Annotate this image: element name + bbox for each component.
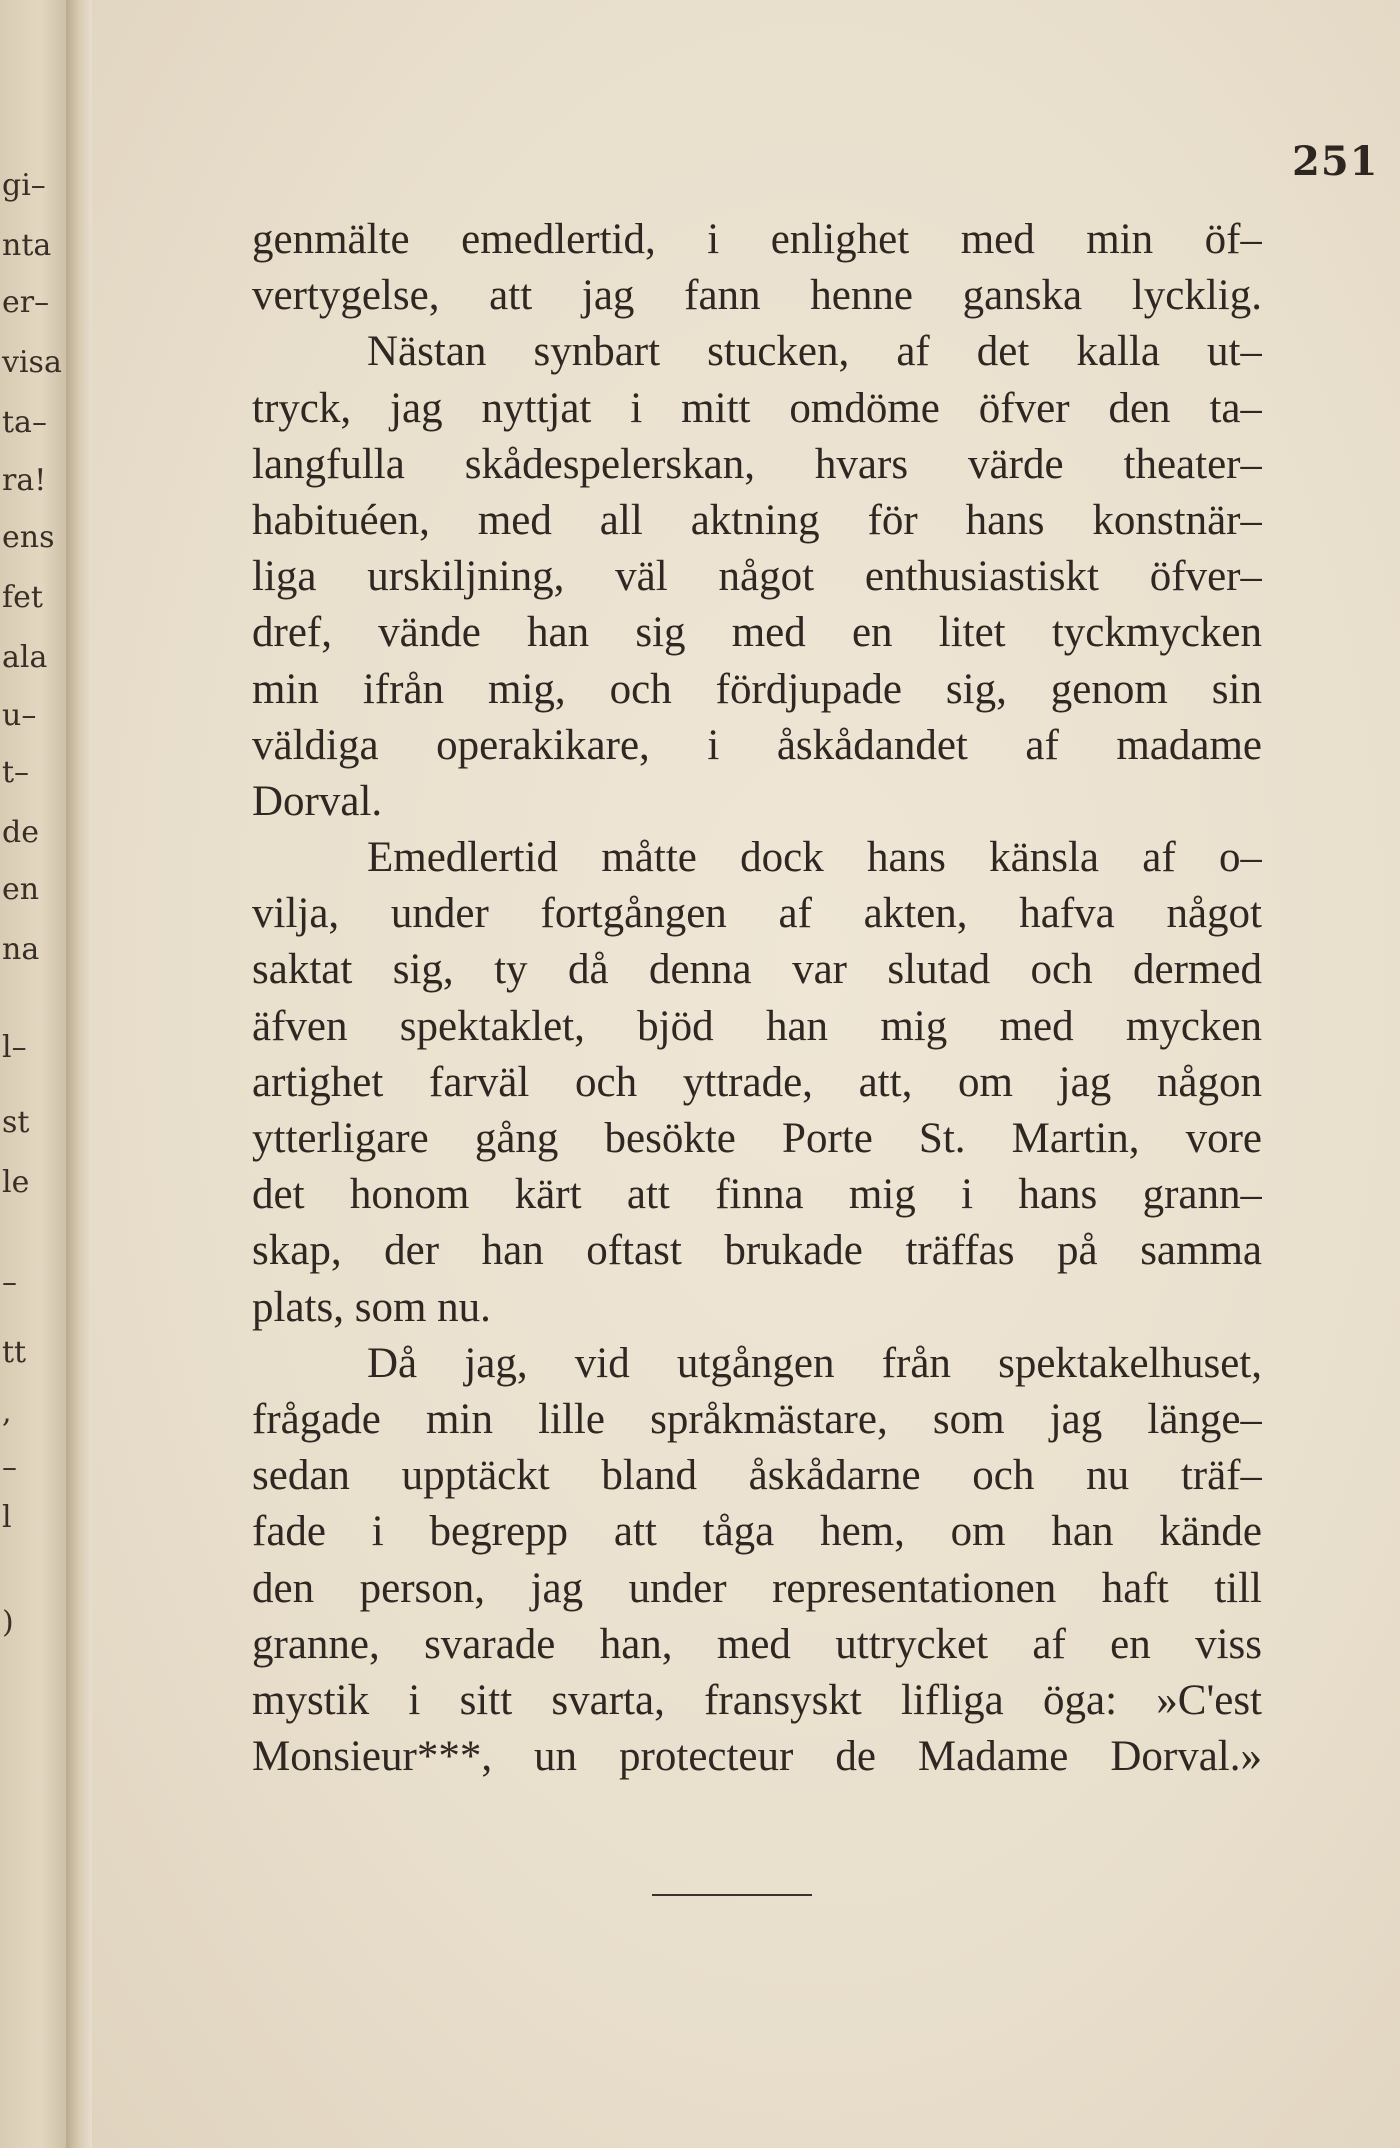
text-line: äfven spektaklet, bjöd han mig med mycken: [252, 1002, 1262, 1050]
text-line: langfulla skådespelerskan, hvars värde theater–: [252, 440, 1262, 488]
left-fragment: –: [2, 1450, 17, 1485]
text-line: skap, der han oftast brukade träffas på samma: [252, 1227, 1262, 1275]
left-fragment: ,: [2, 1395, 12, 1430]
text-line: plats, som nu.: [252, 1283, 491, 1331]
text-line: tryck, jag nyttjat i mitt omdöme öfver den ta–: [252, 384, 1262, 432]
text-line: saktat sig, ty då denna var slutad och dermed: [252, 946, 1262, 994]
left-fragment: en: [2, 872, 40, 907]
previous-page-edge: [0, 0, 68, 2148]
text-line: sedan upptäckt bland åskådarne och nu träf–: [252, 1452, 1262, 1500]
text-line: Då jag, vid utgången från spektakelhuset,: [367, 1339, 1262, 1387]
text-line: Emedlertid måtte dock hans känsla af o–: [367, 834, 1262, 882]
text-line: Monsieur***, un protecteur de Madame Dorval.»: [252, 1733, 1262, 1781]
left-fragment: t–: [2, 755, 30, 790]
left-fragment: ens: [2, 520, 55, 555]
left-fragment: le: [2, 1165, 30, 1200]
text-line: vertygelse, att jag fann henne ganska lycklig.: [252, 272, 1262, 320]
text-line: dref, vände han sig med en litet tyckmycken: [252, 609, 1262, 657]
book-page: [92, 0, 1400, 2148]
text-line: den person, jag under representationen haft till: [252, 1564, 1262, 1612]
text-line: frågade min lille språkmästare, som jag länge–: [252, 1395, 1262, 1443]
text-line: min ifrån mig, och fördjupade sig, genom sin: [252, 665, 1262, 713]
left-fragment: de: [2, 815, 39, 850]
left-fragment: ra!: [2, 463, 47, 498]
left-fragment: ala: [2, 640, 48, 675]
left-fragment: nta: [2, 228, 52, 263]
left-fragment: fet: [2, 580, 43, 615]
left-fragment: l–: [2, 1030, 27, 1065]
page-number: 251: [1292, 138, 1379, 185]
text-line: liga urskiljning, väl något enthusiastiskt öfver–: [252, 553, 1262, 601]
text-line: granne, svarade han, med uttrycket af en viss: [252, 1620, 1262, 1668]
left-fragment: visa: [2, 345, 62, 380]
left-fragment: tt: [2, 1335, 27, 1370]
left-fragment: l: [2, 1500, 12, 1535]
text-line: väldiga operakikare, i åskådandet af madame: [252, 721, 1262, 769]
section-divider: [652, 1894, 812, 1896]
book-gutter: [66, 0, 92, 2148]
text-line: mystik i sitt svarta, fransyskt lifliga öga: »C'est: [252, 1676, 1262, 1724]
left-fragment: st: [2, 1105, 30, 1140]
text-line: det honom kärt att finna mig i hans grann–: [252, 1171, 1262, 1219]
text-line: artighet farväl och yttrade, att, om jag någon: [252, 1058, 1262, 1106]
left-fragment: u–: [2, 698, 37, 733]
left-fragment: ): [2, 1605, 14, 1640]
body-text: [252, 212, 1262, 1785]
text-line: Nästan synbart stucken, af det kalla ut–: [367, 328, 1262, 376]
left-fragment: ta–: [2, 405, 47, 440]
text-line: habituéen, med all aktning för hans konstnär–: [252, 496, 1262, 544]
left-fragment: gi–: [2, 168, 46, 203]
left-fragment: er–: [2, 285, 50, 320]
left-fragment: na: [2, 932, 40, 967]
text-line: Dorval.: [252, 777, 383, 825]
text-line: genmälte emedlertid, i enlighet med min öf–: [252, 216, 1262, 263]
left-fragment: –: [2, 1265, 17, 1300]
text-line: ytterligare gång besökte Porte St. Martin, vore: [252, 1115, 1262, 1162]
text-line: vilja, under fortgången af akten, hafva något: [252, 890, 1262, 938]
text-line: fade i begrepp att tåga hem, om han kände: [252, 1508, 1262, 1556]
